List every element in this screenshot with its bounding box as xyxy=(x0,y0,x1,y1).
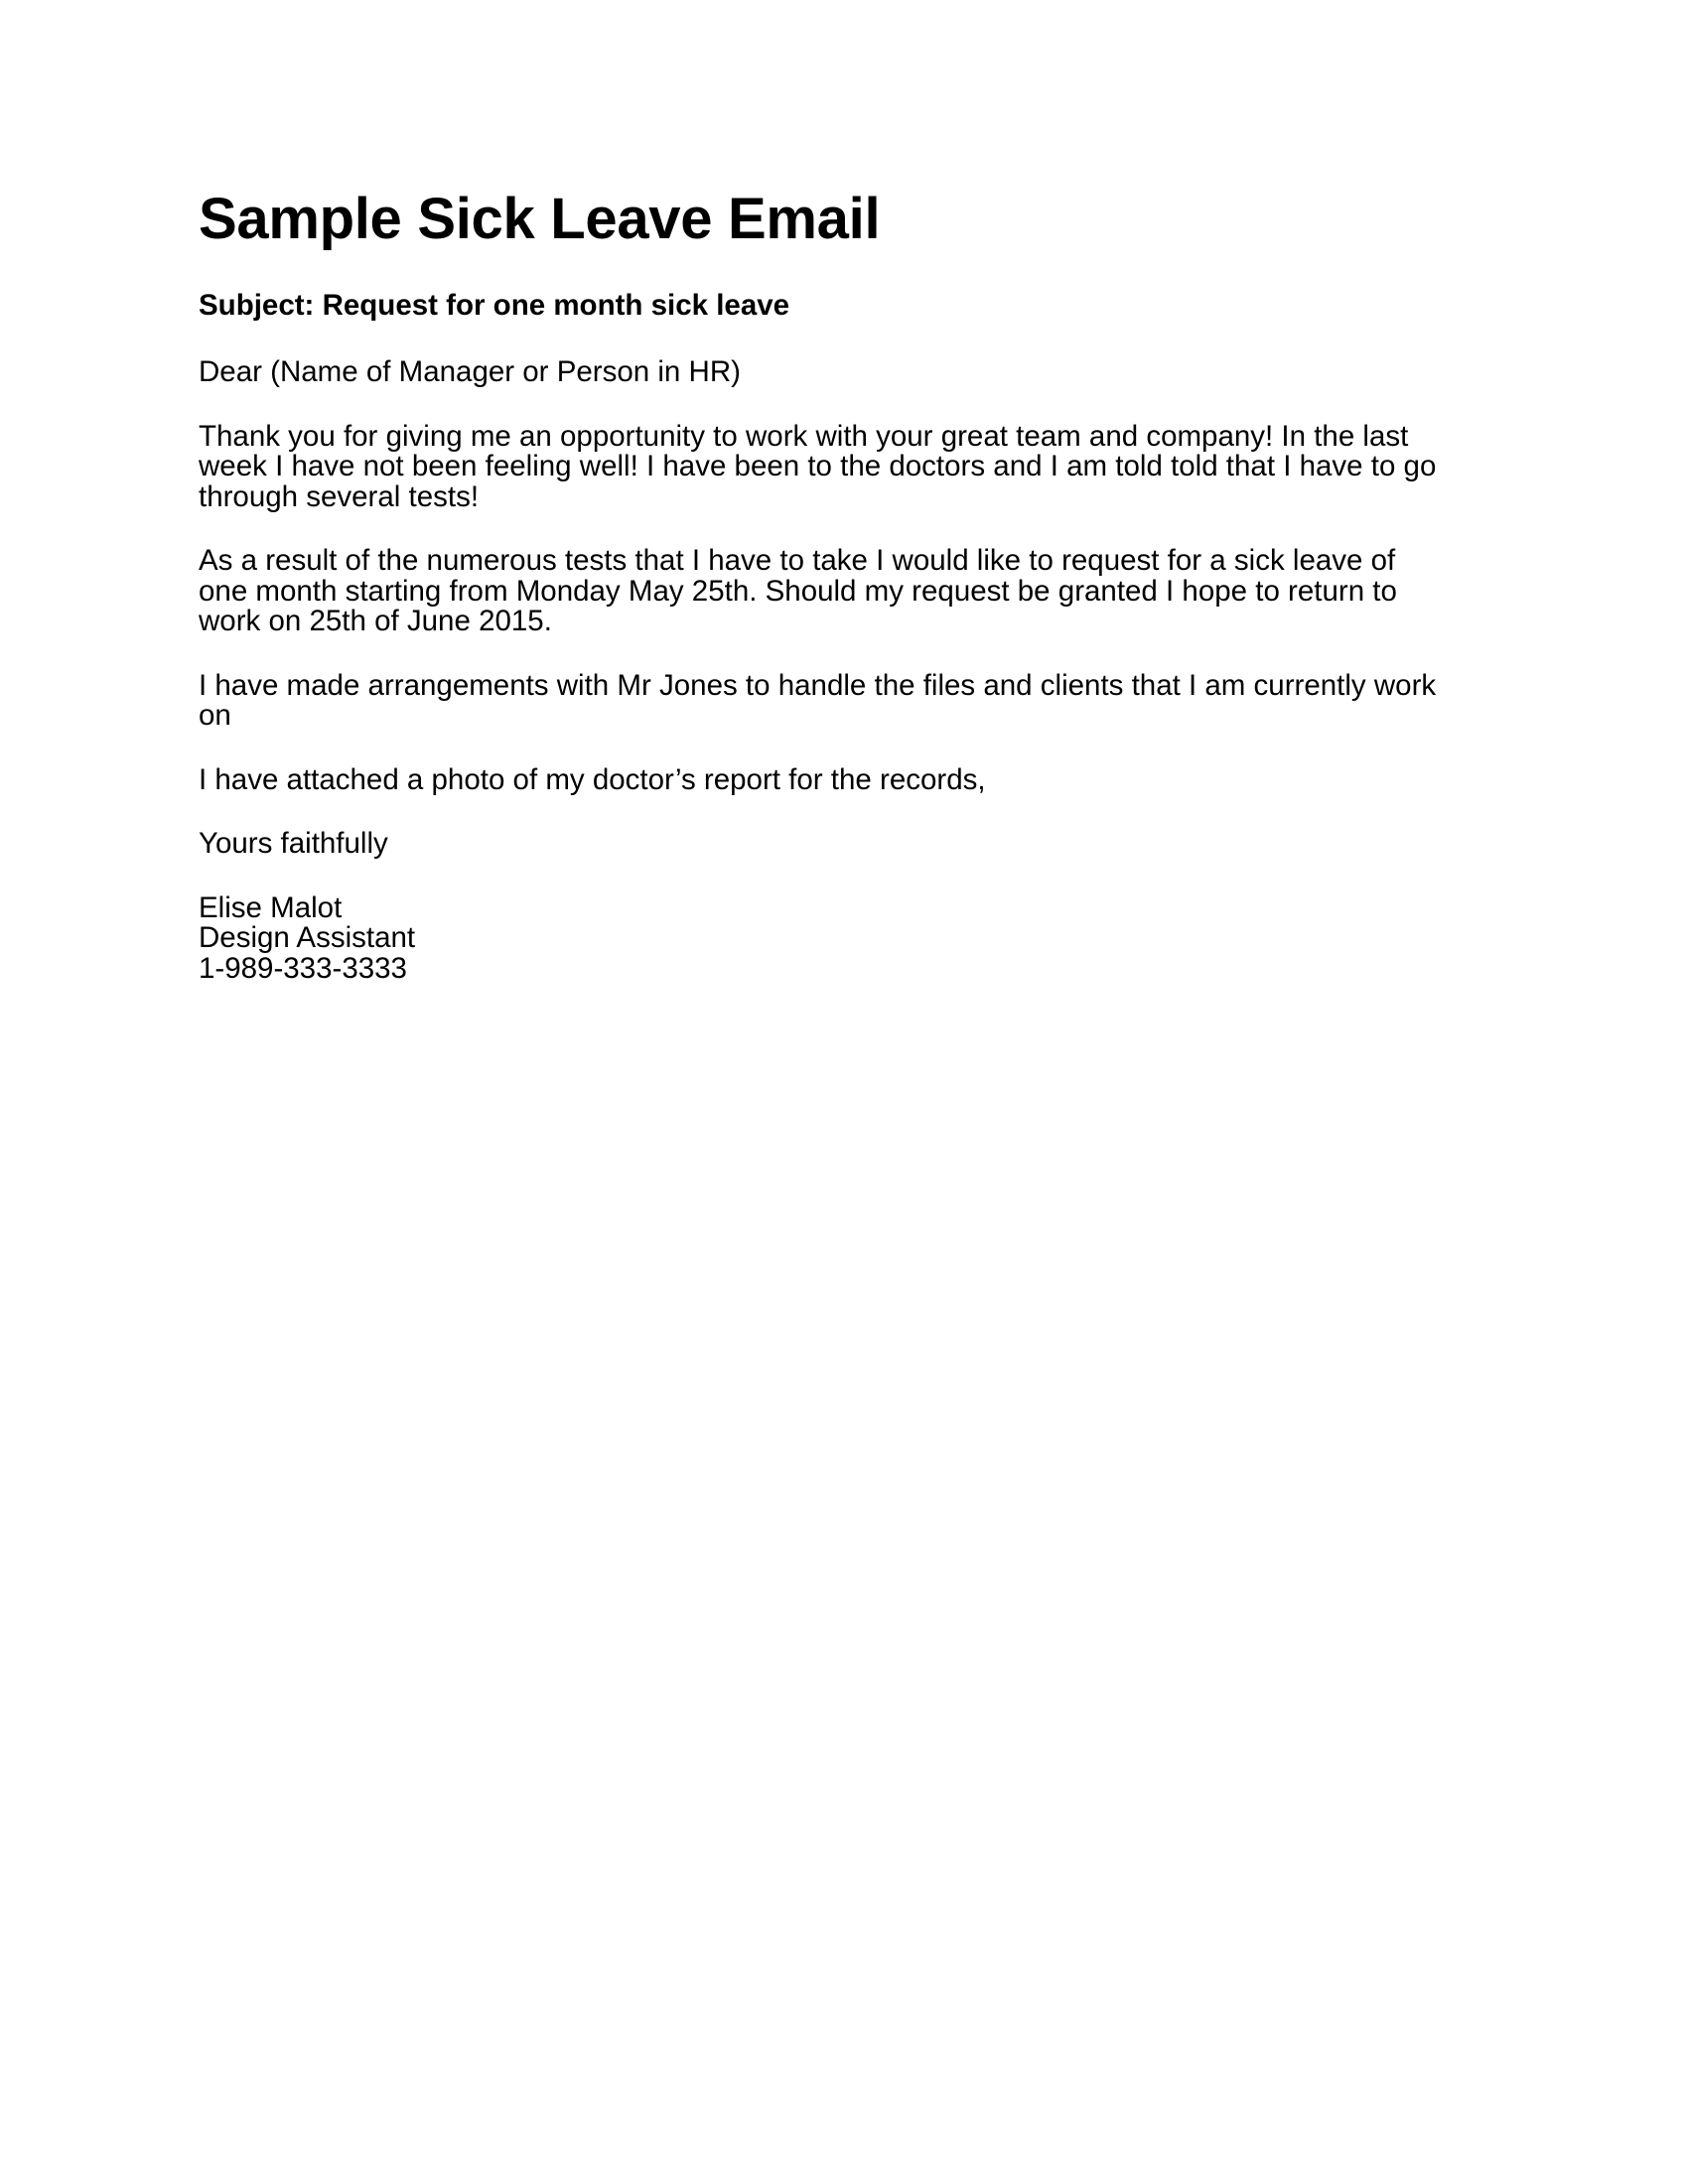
paragraph-line: work on 25th of June 2015. xyxy=(199,605,552,637)
paragraph-gratitude xyxy=(199,419,1489,513)
paragraph-attachment xyxy=(199,762,1489,796)
paragraph-line: week I have not been feeling well! I have been to the doctors and I am told told that I have to go xyxy=(199,450,1437,482)
signature-phone: 1-989-333-3333 xyxy=(199,951,407,985)
email-salutation xyxy=(199,357,1489,388)
paragraph-line: on xyxy=(199,699,231,732)
signature-name: Elise Malot xyxy=(199,890,343,924)
document-title: Sample Sick Leave Email xyxy=(199,187,881,251)
paragraph-line: As a result of the numerous tests that I have to take I would like to request for a sick leave of xyxy=(199,544,1396,577)
signature-block xyxy=(199,890,1489,985)
closing-text: Yours faithfully xyxy=(199,827,388,860)
paragraph-arrangements xyxy=(199,668,1489,732)
paragraph-line: one month starting from Monday May 25th. Should my request be granted I hope to return to xyxy=(199,574,1397,608)
salutation-text: Dear (Name of Manager or Person in HR) xyxy=(199,355,741,388)
email-closing xyxy=(199,829,1489,860)
paragraph-line: Thank you for giving me an opportunity to work with your great team and company! In the last xyxy=(199,419,1409,453)
attachment-text: I have attached a photo of my doctor’s report for the records, xyxy=(199,762,986,796)
paragraph-line: I have made arrangements with Mr Jones to handle the files and clients that I am currently work xyxy=(199,668,1437,702)
paragraph-leave-request xyxy=(199,546,1489,637)
signature-position: Design Assistant xyxy=(199,921,416,954)
email-subject: Subject: Request for one month sick leave xyxy=(199,289,790,322)
document-page xyxy=(199,185,1489,984)
paragraph-line: through several tests! xyxy=(199,479,480,513)
